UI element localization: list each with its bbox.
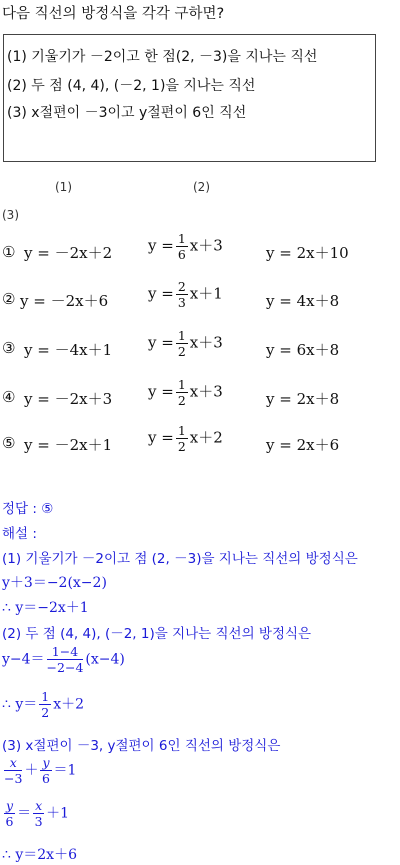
option-4-fraction: [176, 378, 188, 407]
solution-3-equation-1-post: ＝1: [53, 762, 77, 779]
option-5-answer-1: y = －2x＋1: [24, 436, 113, 454]
option-5-fraction: [176, 424, 188, 453]
option-1-answer-2-pre: y =: [148, 236, 174, 255]
solution-3-heading: (3) x절편이 －3, y절편이 6인 직선의 방정식은: [2, 738, 281, 754]
fraction-numerator: y: [6, 798, 14, 813]
solution-3-fraction-y: [40, 756, 51, 785]
solution-2-equation-2-post: x＋2: [53, 696, 85, 713]
fraction-denominator: 6: [5, 814, 14, 830]
condition-1: (1) 기울기가 －2이고 한 점(2, －3)을 지나는 직선: [7, 49, 318, 65]
option-2-answer-2-post: x＋1: [189, 284, 223, 303]
option-4-answer-2: [148, 378, 223, 407]
fraction-numerator: 1: [177, 377, 186, 392]
solution-2-fraction-1: [47, 645, 84, 674]
solution-2-equation-1-post: (x−4): [85, 651, 125, 668]
condition-3: (3) x절편이 －3이고 y절편이 6인 직선: [7, 105, 247, 121]
option-2-answer-2: [148, 280, 223, 309]
explanation-label: 해설 :: [2, 526, 37, 542]
fraction-numerator: 1−4: [47, 645, 84, 660]
option-5-label[interactable]: ⑤: [2, 434, 16, 452]
solution-2-heading: (2) 두 점 (4, 4), (－2, 1)을 지나는 직선의 방정식은: [2, 626, 312, 642]
option-2-answer-3: y = 4x＋8: [266, 292, 340, 310]
fraction-denominator: 2: [177, 393, 186, 409]
option-3-label[interactable]: ③: [2, 339, 16, 357]
solution-2-fraction-2: [39, 690, 51, 719]
option-5-answer-3: y = 2x＋6: [266, 436, 340, 454]
solution-3-equation-3: ∴ y＝2x＋6: [2, 847, 77, 863]
question-title: 다음 직선의 방정식을 각각 구하면?: [2, 6, 225, 22]
fraction-denominator: 6: [41, 771, 50, 787]
option-3-answer-2-pre: y =: [148, 333, 174, 352]
option-1-answer-2: [148, 232, 223, 261]
fraction-numerator: y: [42, 755, 50, 770]
option-4-answer-3: y = 2x＋8: [266, 390, 340, 408]
column-header-1: (1): [55, 180, 72, 194]
solution-2-equation-1: [2, 645, 125, 674]
fraction-numerator: x: [4, 756, 22, 771]
option-5-answer-2-post: x＋2: [189, 428, 223, 447]
option-4-answer-2-post: x＋3: [189, 382, 223, 401]
answer-line: 정답 : ⑤: [2, 501, 54, 517]
fraction-denominator: −2−4: [46, 660, 84, 676]
plus-sign: ＋: [24, 762, 39, 779]
option-1-answer-2-post: x＋3: [189, 236, 223, 255]
fraction-denominator: 6: [177, 247, 186, 263]
fraction-denominator: −3: [4, 771, 23, 787]
solution-1-equation-1: y＋3＝−2(x−2): [2, 575, 107, 591]
option-3-answer-3: y = 6x＋8: [266, 341, 340, 359]
option-1-answer-1: y = －2x＋2: [24, 244, 113, 262]
fraction-denominator: 2: [41, 705, 50, 721]
option-3-answer-2-post: x＋3: [189, 333, 223, 352]
fraction-numerator: 2: [177, 279, 186, 294]
option-3-fraction: [176, 329, 188, 358]
option-3-answer-1: y = －4x＋1: [24, 341, 113, 359]
option-5-answer-2-pre: y =: [148, 428, 174, 447]
fraction-numerator: 1: [177, 328, 186, 343]
option-2-fraction: [176, 280, 188, 309]
option-5-answer-2: [148, 424, 223, 453]
solution-1-heading: (1) 기울기가 －2이고 점 (2, －3)을 지나는 직선의 방정식은: [2, 551, 358, 567]
solution-3-equation-1: [2, 756, 76, 785]
solution-1-equation-2: ∴ y＝−2x＋1: [2, 600, 89, 616]
fraction-numerator: 1: [177, 423, 186, 438]
fraction-denominator: 3: [34, 814, 43, 830]
solution-3-equation-2-post: ＋1: [46, 805, 70, 822]
option-2-answer-1: y = －2x＋6: [20, 292, 109, 310]
solution-2-equation-1-pre: y−4＝: [2, 651, 45, 668]
fraction-denominator: 3: [177, 295, 186, 311]
fraction-numerator: x: [35, 798, 43, 813]
fraction-denominator: 2: [177, 439, 186, 455]
fraction-denominator: 2: [177, 344, 186, 360]
fraction-numerator: 1: [41, 689, 50, 704]
solution-3-equation-2: [2, 799, 69, 828]
option-4-label[interactable]: ④: [2, 388, 16, 406]
fraction-numerator: 1: [177, 231, 186, 246]
option-2-answer-2-pre: y =: [148, 284, 174, 303]
column-header-2: (2): [193, 180, 210, 194]
option-1-label[interactable]: ①: [2, 243, 16, 261]
equals-sign: ＝: [17, 805, 32, 822]
solution-2-equation-2-pre: ∴ y＝: [2, 696, 38, 713]
solution-3-fraction-x: [4, 756, 22, 785]
option-3-answer-2: [148, 329, 223, 358]
option-4-answer-1: y = －2x＋3: [24, 390, 113, 408]
solution-3-fraction-y6: [4, 799, 15, 828]
solution-3-fraction-x3: [33, 799, 44, 828]
column-header-3: (3): [2, 208, 19, 222]
option-2-label[interactable]: ②: [2, 290, 16, 308]
condition-2: (2) 두 점 (4, 4), (－2, 1)을 지나는 직선: [7, 78, 256, 94]
option-1-answer-3: y = 2x＋10: [266, 244, 349, 262]
option-1-fraction: [176, 232, 188, 261]
solution-2-equation-2: [2, 690, 84, 719]
option-4-answer-2-pre: y =: [148, 382, 174, 401]
